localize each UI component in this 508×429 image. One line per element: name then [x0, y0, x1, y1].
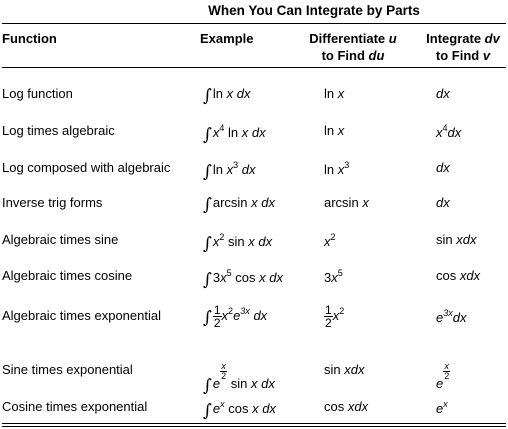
- x-token: x: [221, 307, 229, 323]
- fraction-denominator: 2: [221, 371, 227, 381]
- header-differentiate-line2-var: du: [368, 48, 385, 63]
- x-token: x: [251, 195, 258, 210]
- sin-token: sin: [230, 376, 248, 391]
- function-label: Algebraic times exponential: [2, 308, 161, 323]
- dx-token: dx: [462, 232, 477, 247]
- arcsin-token: arcsin: [212, 195, 248, 210]
- header-integrate-text: Integrate: [426, 31, 485, 46]
- dv-expr: [436, 195, 450, 210]
- dv-expr: [436, 399, 448, 416]
- x-token: x: [248, 234, 255, 249]
- example-expr: [203, 362, 275, 396]
- u-expr: [324, 362, 364, 377]
- dx-token: dx: [251, 125, 266, 140]
- header-integrate-line2-text: to Find: [435, 48, 483, 63]
- header-function: Function: [2, 31, 57, 46]
- exponent: 3: [344, 160, 350, 170]
- x-token: x: [226, 162, 234, 177]
- x-token: x: [337, 86, 345, 101]
- header-differentiate-line2-text: to Find: [321, 48, 369, 63]
- header-differentiate: [296, 30, 410, 64]
- header-integrate: [418, 30, 508, 64]
- x-token: x: [459, 268, 467, 283]
- sin-token: sin: [324, 362, 341, 377]
- x-token: x: [226, 86, 234, 101]
- u-expr: [324, 86, 344, 101]
- u-expr: [324, 232, 336, 249]
- bottom-rule-double: [2, 426, 506, 427]
- e-token: e: [233, 307, 241, 323]
- u-expr: [324, 304, 344, 329]
- x-token: x: [332, 307, 340, 323]
- exponent-x-over-2: [443, 362, 450, 381]
- dx-token: dx: [452, 310, 467, 325]
- example-expr: [203, 268, 283, 290]
- example-expr: [203, 160, 255, 182]
- dv-expr: [436, 268, 480, 283]
- header-integrate-line2-var: v: [482, 48, 491, 63]
- function-label: Sine times exponential: [2, 362, 133, 377]
- dv-expr: [436, 123, 461, 140]
- x-token: x: [259, 270, 266, 285]
- e-token: e: [212, 401, 221, 416]
- x-token: x: [456, 232, 463, 247]
- u-expr: [324, 123, 344, 138]
- fraction-denominator: 2: [213, 316, 221, 330]
- dx-token: dx: [436, 160, 450, 175]
- dv-expr: [436, 308, 466, 325]
- dx-token: dx: [236, 86, 251, 101]
- u-expr: [324, 195, 369, 210]
- x-token: x: [212, 125, 220, 140]
- e-token: e: [212, 376, 221, 391]
- dx-token: dx: [466, 268, 481, 283]
- coefficient: 3: [212, 270, 221, 285]
- x-token: x: [250, 376, 258, 391]
- dx-token: dx: [350, 362, 365, 377]
- dx-token: dx: [261, 195, 276, 210]
- ln-token: ln: [324, 86, 335, 101]
- fraction-one-half: [324, 304, 333, 329]
- e-token: e: [436, 401, 444, 416]
- exponent: 3x: [240, 305, 250, 316]
- exponent: 3x: [443, 308, 453, 318]
- x-token: x: [347, 399, 355, 414]
- dv-expr: [436, 232, 476, 247]
- function-label: Cosine times exponential: [2, 399, 148, 414]
- header-rule: [2, 67, 506, 68]
- exponent: 5: [337, 268, 343, 278]
- ln-token: ln: [212, 86, 223, 101]
- header-integrate-var: dv: [484, 31, 500, 46]
- x-token: x: [252, 401, 259, 416]
- function-label: Algebraic times cosine: [2, 268, 133, 283]
- exponent: x: [220, 399, 225, 409]
- u-expr: [324, 268, 343, 285]
- ln-token: ln: [228, 125, 239, 140]
- integral-sign: ∫: [203, 162, 212, 182]
- fraction-numerator: x: [444, 361, 449, 371]
- ln-token: ln: [324, 123, 335, 138]
- cos-token: cos: [235, 270, 256, 285]
- function-label: Algebraic times sine: [2, 232, 119, 247]
- sin-token: sin: [228, 234, 245, 249]
- u-expr: [324, 160, 349, 177]
- x-token: x: [362, 195, 369, 210]
- dx-token: dx: [253, 307, 268, 323]
- exponent: 2: [339, 305, 345, 316]
- integral-sign: ∫: [203, 195, 212, 215]
- cos-token: cos: [436, 268, 457, 283]
- x-token: x: [324, 234, 331, 249]
- dx-token: dx: [354, 399, 369, 414]
- dx-token: dx: [241, 162, 256, 177]
- top-rule: [2, 23, 506, 24]
- integral-sign: ∫: [203, 125, 212, 145]
- exponent: 2: [219, 232, 225, 242]
- coefficient: 3: [324, 270, 332, 285]
- ln-token: ln: [324, 162, 335, 177]
- fraction-denominator: 2: [325, 316, 332, 330]
- exponent: 4: [219, 123, 225, 133]
- exponent: 2: [330, 232, 336, 242]
- dv-expr: [436, 362, 450, 391]
- exponent-x-over-2: [220, 362, 227, 381]
- x-token: x: [344, 362, 351, 377]
- dv-expr: [436, 86, 450, 101]
- example-expr: [203, 123, 266, 145]
- ln-token: ln: [212, 162, 223, 177]
- example-expr: [203, 195, 275, 215]
- e-token: e: [436, 310, 444, 325]
- arcsin-token: arcsin: [324, 195, 359, 210]
- exponent: 3: [233, 160, 239, 170]
- integral-sign: ∫: [203, 234, 212, 254]
- x-token: x: [337, 123, 345, 138]
- fraction-numerator: x: [221, 361, 226, 371]
- dx-token: dx: [258, 234, 273, 249]
- function-label: Log function: [2, 86, 73, 101]
- integral-sign: ∫: [203, 401, 212, 421]
- header-differentiate-text: Differentiate: [309, 31, 389, 46]
- bottom-rule: [2, 423, 506, 424]
- exponent: 2: [228, 305, 234, 316]
- sin-token: sin: [436, 232, 453, 247]
- dx-token: dx: [261, 376, 275, 391]
- dx-token: dx: [447, 125, 462, 140]
- x-token: x: [331, 270, 338, 285]
- fraction-one-half: [213, 304, 222, 329]
- exponent: 5: [226, 268, 232, 278]
- exponent: x: [443, 399, 448, 409]
- dx-token: dx: [269, 270, 283, 285]
- cos-token: cos: [324, 399, 345, 414]
- function-label: Inverse trig forms: [2, 195, 103, 210]
- fraction-denominator: 2: [444, 371, 450, 381]
- cos-token: cos: [228, 401, 249, 416]
- example-expr: [203, 86, 250, 106]
- function-label: Log composed with algebraic: [2, 160, 171, 175]
- table-title: When You Can Integrate by Parts: [208, 3, 420, 18]
- x-token: x: [241, 125, 249, 140]
- example-expr: [203, 232, 272, 254]
- integral-sign: ∫: [203, 376, 212, 396]
- fraction-numerator: 1: [325, 303, 332, 317]
- dx-token: dx: [436, 86, 450, 101]
- example-expr: [203, 304, 267, 329]
- fraction-numerator: 1: [213, 303, 221, 317]
- x-token: x: [436, 125, 443, 140]
- exponent: 4: [442, 123, 448, 133]
- e-token: e: [436, 376, 444, 391]
- function-label: Log times algebraic: [2, 123, 115, 138]
- x-token: x: [220, 270, 227, 285]
- integral-sign: ∫: [203, 270, 212, 290]
- dx-token: dx: [436, 195, 450, 210]
- dx-token: dx: [262, 401, 276, 416]
- dv-expr: [436, 160, 450, 175]
- integral-sign: ∫: [203, 307, 212, 328]
- x-token: x: [337, 162, 345, 177]
- example-expr: [203, 399, 276, 421]
- integral-sign: ∫: [203, 86, 212, 106]
- x-token: x: [212, 234, 220, 249]
- header-differentiate-var: u: [388, 31, 397, 46]
- u-expr: [324, 399, 368, 414]
- header-example: Example: [200, 31, 254, 46]
